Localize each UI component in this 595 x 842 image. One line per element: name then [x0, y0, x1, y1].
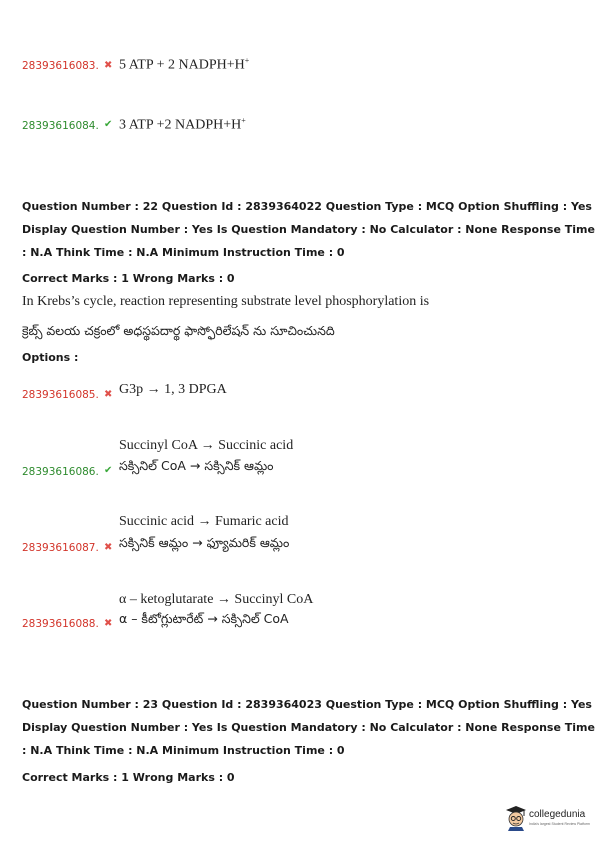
option-line: Succinic acid → Fumaric acid — [119, 514, 289, 529]
cross-icon: ✖ — [104, 389, 113, 400]
cross-icon: ✖ — [104, 542, 113, 553]
check-icon: ✔ — [104, 119, 113, 130]
question-meta: Display Question Number : Yes Is Question Mandatory : No Calculator : None Response Time — [22, 223, 595, 236]
mascot-icon — [505, 805, 527, 831]
question-meta: Question Number : 23 Question Id : 2839364023 Question Type : MCQ Option Shuffling : Yes — [22, 698, 592, 711]
question-text-en: In Krebs’s cycle, reaction representing substrate level phosphorylation is — [22, 294, 430, 309]
options-label: Options : — [22, 351, 79, 364]
marks-info: Correct Marks : 1 Wrong Marks : 0 — [22, 272, 235, 285]
option-line-te: సక్సినిక్ ఆమ్లం → ఫ్యూమరిక్ ఆమ్లం — [119, 535, 290, 550]
option-line-te: α – కీటోగ్లుటారేట్ → సక్సినిల్ CoA — [119, 611, 289, 626]
option-id: 28393616084. — [22, 120, 99, 132]
option-text: 5 ATP + 2 NADPH+H+ — [119, 56, 250, 73]
check-icon: ✔ — [104, 465, 113, 476]
option-line: α – ketoglutarate → Succinyl CoA — [119, 592, 314, 607]
option-id: 28393616085. — [22, 389, 99, 401]
question-text-te: క్రెబ్స్ వలయ చక్రంలో అధస్థపదార్థ ఫాస్ఫోరిలేషన్ ను సూచించునది — [22, 323, 335, 338]
question-meta: : N.A Think Time : N.A Minimum Instruction Time : 0 — [22, 246, 345, 259]
option-line: Succinyl CoA → Succinic acid — [119, 438, 294, 453]
option-line: G3p → 1, 3 DPGA — [119, 382, 227, 397]
question-meta: : N.A Think Time : N.A Minimum Instruction Time : 0 — [22, 744, 345, 757]
marks-info: Correct Marks : 1 Wrong Marks : 0 — [22, 771, 235, 784]
option-id: 28393616083. — [22, 60, 99, 72]
question-meta: Display Question Number : Yes Is Question Mandatory : No Calculator : None Response Time — [22, 721, 595, 734]
cross-icon: ✖ — [104, 618, 113, 629]
question-meta: Question Number : 22 Question Id : 2839364022 Question Type : MCQ Option Shuffling : Yes — [22, 200, 592, 213]
logo-name: collegedunia — [529, 809, 586, 820]
logo-tagline: India's largest Student Review Platform — [529, 822, 590, 826]
option-id: 28393616088. — [22, 618, 99, 630]
cross-icon: ✖ — [104, 60, 113, 71]
option-id: 28393616086. — [22, 466, 99, 478]
collegedunia-logo — [505, 805, 593, 833]
option-line-te: సక్సినిల్ CoA → సక్సినిక్ ఆమ్లం — [119, 458, 274, 473]
option-id: 28393616087. — [22, 542, 99, 554]
option-text: 3 ATP +2 NADPH+H+ — [119, 116, 246, 133]
